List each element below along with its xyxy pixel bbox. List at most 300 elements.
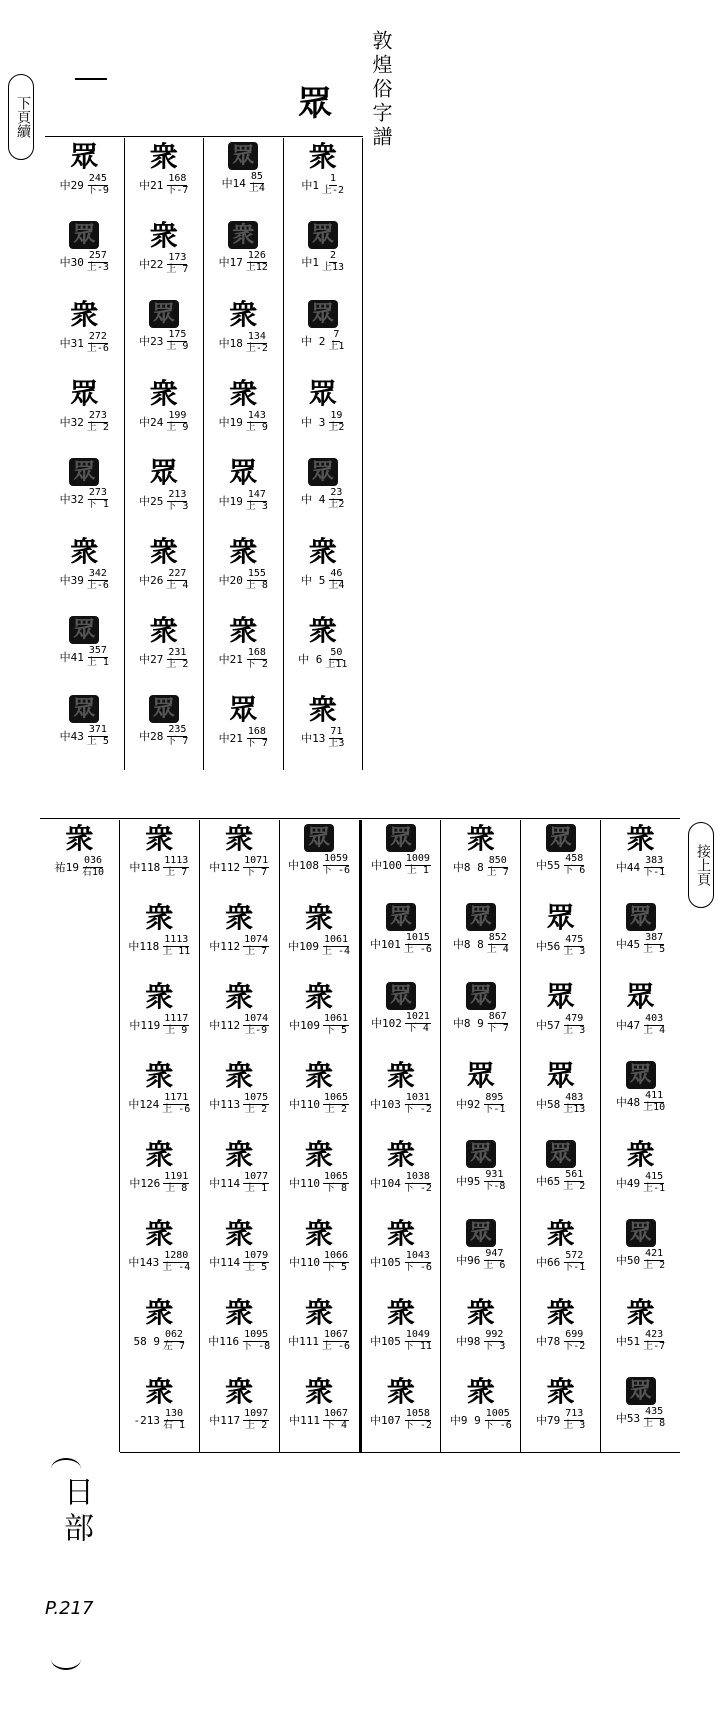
source-code: 中8 9 [452, 1017, 484, 1030]
source-code: 中108 [288, 859, 319, 872]
page-line-ref [487, 1012, 509, 1034]
line-position: 上11 [325, 658, 348, 670]
source-reference [370, 1409, 432, 1431]
page-number: 483 [565, 1092, 584, 1103]
source-reference [139, 569, 188, 591]
page-line-ref [483, 1249, 505, 1271]
glyph-variant [147, 458, 181, 488]
lower-table-bottom-rule [120, 1452, 680, 1453]
line-position: 上 -4 [321, 945, 351, 957]
glyph-variant [69, 616, 99, 644]
line-position: 上 9 [245, 421, 268, 433]
page-line-ref [643, 1249, 665, 1271]
page-line-ref [87, 725, 109, 747]
source-code: 中126 [129, 1177, 161, 1190]
source-code: 中45 [615, 938, 641, 951]
page-number: 992 [485, 1329, 504, 1340]
glyph-char: 衆 [145, 1059, 174, 1092]
page-number: 1280 [164, 1250, 189, 1261]
glyph-variant [624, 1140, 658, 1170]
page-line-ref [328, 488, 344, 510]
page-number: 71 [330, 726, 343, 737]
glyph-entry [45, 691, 124, 770]
source-code: 中114 [209, 1256, 241, 1269]
page-line-ref [405, 1012, 431, 1034]
page-number: 147 [247, 489, 266, 500]
glyph-variant [624, 824, 658, 854]
glyph-entry [284, 217, 363, 296]
source-code: 中112 [209, 861, 241, 874]
glyph-char: 衆 [70, 535, 99, 568]
source-reference [288, 935, 350, 957]
source-code: 中56 [536, 940, 561, 953]
lower-column [199, 820, 279, 1452]
glyph-char: 眾 [311, 459, 334, 485]
source-reference [129, 1172, 189, 1194]
glyph-variant [147, 537, 181, 567]
source-code: 中110 [289, 1177, 320, 1190]
glyph-entry [40, 1294, 119, 1373]
glyph-entry [40, 820, 119, 899]
glyph-variant [226, 379, 260, 409]
line-position: 上13 [563, 1103, 586, 1115]
page-number: 1009 [405, 853, 430, 864]
glyph-entry [521, 1136, 600, 1215]
source-code: 中1 [301, 179, 320, 192]
source-code: 58 9 [133, 1334, 161, 1348]
line-position: 上 3 [563, 1024, 586, 1036]
glyph-entry [120, 1136, 199, 1215]
glyph-entry [362, 1057, 441, 1136]
page-number: 383 [645, 855, 664, 866]
glyph-char: 衆 [386, 1296, 415, 1329]
source-reference [209, 1251, 269, 1273]
glyph-char: 衆 [308, 614, 337, 647]
glyph-entry [200, 978, 279, 1057]
page-number: 947 [485, 1248, 504, 1259]
page-number: 173 [168, 252, 187, 263]
source-reference [301, 251, 344, 273]
line-position: 下 -2 [403, 1103, 432, 1115]
glyph-entry [200, 1057, 279, 1136]
line-position: 上 2 [245, 1103, 268, 1115]
line-position: 上 2 [563, 1180, 586, 1192]
glyph-variant [302, 1061, 336, 1091]
page-line-ref [162, 935, 190, 957]
glyph-variant [308, 221, 338, 249]
glyph-char: 眾 [626, 980, 655, 1013]
source-code: 中21 [218, 653, 243, 666]
page-line-ref [243, 1409, 269, 1431]
line-position: 上4 [328, 579, 345, 591]
glyph-char: 衆 [225, 1138, 254, 1171]
glyph-entry [200, 1136, 279, 1215]
line-position: 上 8 [165, 1182, 188, 1194]
source-reference [456, 1249, 505, 1271]
source-code: 中1 [301, 256, 320, 269]
source-reference [301, 411, 344, 433]
line-position: 下 7 [245, 866, 268, 878]
glyph-entry [280, 899, 359, 978]
glyph-char: 衆 [546, 1375, 575, 1408]
page-line-ref [163, 856, 189, 878]
glyph-variant [546, 824, 576, 852]
glyph-char: 衆 [145, 1296, 174, 1329]
glyph-entry [280, 1215, 359, 1294]
source-reference [289, 1172, 349, 1194]
line-position: 下 -2 [403, 1182, 432, 1194]
page-line-ref [163, 1409, 185, 1431]
page-number: 1015 [405, 932, 430, 943]
page-number: 134 [247, 331, 266, 342]
glyph-char: 眾 [546, 901, 575, 934]
page-line-ref [87, 332, 109, 354]
page-line-ref [246, 251, 268, 273]
line-position: 上 2 [245, 1419, 268, 1431]
line-position: 上-2 [245, 342, 268, 354]
source-code: 中116 [208, 1335, 240, 1348]
page-number: 1061 [323, 1013, 349, 1024]
page-number: 168 [168, 173, 187, 184]
glyph-char: 衆 [65, 822, 94, 855]
glyph-variant [466, 903, 496, 931]
line-position: 上 5 [86, 735, 109, 747]
source-code: 中24 [139, 416, 164, 429]
glyph-char: 衆 [225, 1059, 254, 1092]
page-line-ref [322, 935, 350, 957]
glyph-entry [521, 899, 600, 978]
page-line-ref [162, 1093, 190, 1115]
page-line-ref [82, 856, 104, 878]
glyph-variant [544, 1219, 578, 1249]
glyph-char: 眾 [73, 222, 96, 248]
glyph-char: 眾 [73, 617, 96, 643]
handwritten-note [45, 1458, 94, 1668]
page-number: 1049 [405, 1329, 430, 1340]
line-position: 上 5 [245, 1261, 268, 1273]
source-code: 中96 [456, 1254, 481, 1267]
page-number: 415 [645, 1171, 664, 1182]
source-reference [289, 1409, 349, 1431]
line-position: 上 3 [563, 945, 586, 957]
glyph-variant [69, 458, 99, 486]
page-number: 245 [88, 173, 107, 184]
source-code: 中102 [370, 1017, 402, 1030]
source-reference [616, 1014, 665, 1036]
glyph-entry [362, 1136, 441, 1215]
glyph-char: 衆 [546, 1217, 575, 1250]
line-position: 上-6 [86, 342, 109, 354]
line-position: 上 7 [166, 263, 189, 275]
page-number: 1031 [405, 1092, 430, 1103]
source-code: 中66 [536, 1256, 561, 1269]
source-reference [301, 488, 344, 510]
page-line-ref [87, 569, 109, 591]
glyph-entry [45, 533, 124, 612]
glyph-entry [601, 820, 680, 899]
page-line-ref [246, 648, 268, 670]
glyph-char: 衆 [305, 901, 334, 934]
glyph-variant [69, 221, 99, 249]
glyph-entry [441, 1373, 520, 1452]
upper-column [283, 138, 364, 770]
line-position: 下 -6 [321, 864, 351, 876]
page-line-ref [563, 854, 585, 876]
source-reference [301, 174, 344, 196]
glyph-char: 衆 [229, 535, 258, 568]
page-line-ref [563, 1093, 585, 1115]
page-line-ref [643, 1330, 665, 1352]
source-reference [128, 1251, 190, 1273]
page-line-ref [328, 411, 344, 433]
glyph-char: 眾 [70, 140, 99, 173]
glyph-variant [226, 616, 260, 646]
page-line-ref [404, 933, 432, 955]
glyph-entry [204, 612, 283, 691]
page-number: 1077 [244, 1171, 269, 1182]
source-code: 中27 [139, 653, 164, 666]
line-position: 右 1 [163, 1419, 186, 1431]
line-position: 上 3 [245, 500, 268, 512]
glyph-char: 眾 [389, 904, 412, 930]
source-code: 中30 [59, 256, 84, 269]
glyph-variant [308, 458, 338, 486]
source-code: 中26 [139, 574, 164, 587]
glyph-entry [280, 1057, 359, 1136]
line-position: 上 7 [245, 945, 268, 957]
page-number: 1061 [323, 934, 349, 945]
source-code: 中113 [209, 1098, 241, 1111]
glyph-entry [125, 296, 204, 375]
page-number: 931 [485, 1169, 504, 1180]
page-number: 126 [247, 250, 266, 261]
source-code: 中78 [536, 1335, 561, 1348]
glyph-variant [226, 695, 260, 725]
page-line-ref [323, 1093, 349, 1115]
source-reference [139, 411, 188, 433]
glyph-variant [142, 1377, 176, 1407]
glyph-variant [142, 1298, 176, 1328]
glyph-entry [45, 612, 124, 691]
source-reference [371, 854, 431, 876]
glyph-char: 衆 [225, 1296, 254, 1329]
source-code: 中32 [59, 416, 84, 429]
glyph-entry [284, 138, 363, 217]
glyph-entry [204, 375, 283, 454]
glyph-variant [302, 1377, 336, 1407]
page-number: 1065 [323, 1092, 349, 1103]
glyph-entry [284, 533, 363, 612]
note-page-number: P.217 [45, 1598, 94, 1619]
line-position: 上-6 [86, 579, 109, 591]
glyph-char: 衆 [626, 1296, 655, 1329]
line-position: 下 8 [324, 1182, 348, 1194]
source-reference [219, 569, 268, 591]
glyph-char: 衆 [149, 140, 178, 173]
source-reference [289, 1251, 349, 1273]
source-reference [209, 1093, 269, 1115]
glyph-entry [601, 1294, 680, 1373]
glyph-char: 衆 [546, 1296, 575, 1329]
glyph-variant [306, 379, 340, 409]
glyph-variant [384, 1377, 418, 1407]
page-line-ref [166, 253, 188, 275]
page-number: 1066 [323, 1250, 349, 1261]
page-line-ref [563, 1170, 585, 1192]
glyph-variant [222, 1061, 256, 1091]
source-code: 中20 [218, 574, 243, 587]
source-code: 中110 [289, 1256, 320, 1269]
source-reference [616, 1172, 665, 1194]
source-code: 中79 [536, 1414, 561, 1427]
source-reference [616, 1091, 665, 1113]
glyph-char: 眾 [466, 1059, 495, 1092]
source-reference [219, 251, 268, 273]
page-line-ref [563, 1409, 585, 1431]
glyph-variant [62, 824, 96, 854]
page-number: 272 [88, 331, 107, 342]
source-code: 中104 [369, 1177, 401, 1190]
source-reference [209, 1014, 269, 1036]
glyph-variant [142, 1061, 176, 1091]
line-position: 上-9 [245, 1024, 268, 1036]
line-position: 上 4 [486, 943, 509, 955]
glyph-char: 衆 [145, 980, 174, 1013]
page-line-ref [166, 569, 188, 591]
glyph-variant [302, 1219, 336, 1249]
glyph-char: 衆 [386, 1138, 415, 1171]
line-position: 上 1 [406, 864, 429, 876]
glyph-entry [125, 612, 204, 691]
upper-column [45, 138, 124, 770]
glyph-entry [521, 1373, 600, 1452]
glyph-char: 衆 [308, 693, 337, 726]
page-line-ref [87, 646, 109, 668]
source-code: 中22 [139, 258, 164, 271]
page-line-ref [163, 1014, 189, 1036]
glyph-variant [222, 1140, 256, 1170]
source-code: 中29 [59, 179, 84, 192]
glyph-char: 衆 [70, 298, 99, 331]
glyph-entry [200, 899, 279, 978]
glyph-char: 衆 [232, 222, 255, 248]
glyph-char: 眾 [73, 459, 96, 485]
source-code: 中58 [536, 1098, 561, 1111]
source-reference [536, 1170, 585, 1192]
page-line-ref [404, 1172, 432, 1194]
glyph-char: 衆 [305, 1217, 334, 1250]
page-number: 475 [565, 934, 584, 945]
glyph-entry [441, 1136, 520, 1215]
glyph-entry [45, 375, 124, 454]
glyph-entry [120, 899, 199, 978]
page-line-ref [246, 727, 268, 749]
page-number: 403 [645, 1013, 664, 1024]
page-line-ref [404, 1409, 432, 1431]
source-code: 中14 [221, 177, 246, 190]
glyph-entry [200, 1373, 279, 1452]
glyph-entry [284, 296, 363, 375]
page-number: 713 [565, 1408, 584, 1419]
line-position: 上 5 [643, 943, 666, 955]
glyph-char: 衆 [229, 377, 258, 410]
glyph-entry [40, 1215, 119, 1294]
page-number: 1075 [244, 1092, 269, 1103]
glyph-entry [125, 691, 204, 770]
upper-column [124, 138, 204, 770]
page-line-ref [328, 569, 344, 591]
line-position: 下 11 [403, 1340, 432, 1352]
glyph-char: 衆 [145, 1375, 174, 1408]
page-line-ref [166, 490, 188, 512]
continued-next-page-label: 下頁續 [8, 74, 34, 160]
line-position: 下 -8 [242, 1340, 271, 1352]
source-code: 中19 [218, 495, 243, 508]
glyph-char: 眾 [308, 825, 331, 851]
glyph-entry [441, 1215, 520, 1294]
glyph-char: 衆 [225, 901, 254, 934]
source-code: 中109 [288, 940, 319, 953]
source-code: 中119 [129, 1019, 161, 1032]
line-position: 下 7 [166, 735, 189, 747]
glyph-entry [280, 1136, 359, 1215]
page-line-ref [643, 1091, 665, 1113]
page-line-ref [166, 725, 188, 747]
line-position: 上 3 [563, 1419, 586, 1431]
page-line-ref [487, 933, 509, 955]
glyph-char: 眾 [311, 222, 334, 248]
glyph-entry [200, 1215, 279, 1294]
source-code: 中21 [218, 732, 243, 745]
page-line-ref [643, 856, 665, 878]
lower-table-top-rule [40, 818, 680, 819]
glyph-variant [147, 616, 181, 646]
page-line-ref [243, 1093, 269, 1115]
source-reference [60, 488, 109, 510]
glyph-char: 衆 [225, 1375, 254, 1408]
page-line-ref [643, 1172, 665, 1194]
line-position: 上12 [245, 261, 268, 273]
source-reference [139, 253, 188, 275]
glyph-char: 衆 [145, 1217, 174, 1250]
line-position: 上13 [322, 261, 345, 273]
page-line-ref [246, 332, 268, 354]
source-reference [370, 1251, 432, 1273]
line-position: 上 7 [486, 866, 509, 878]
source-code: 中13 [301, 732, 326, 745]
glyph-variant [142, 1140, 176, 1170]
glyph-entry [40, 1136, 119, 1215]
glyph-variant [222, 982, 256, 1012]
glyph-variant [306, 537, 340, 567]
page-line-ref [643, 933, 665, 955]
glyph-char: 眾 [629, 1062, 652, 1088]
source-reference [128, 1093, 190, 1115]
page-number: 1097 [244, 1408, 269, 1419]
glyph-variant [302, 903, 336, 933]
source-reference [209, 856, 269, 878]
source-reference [370, 1330, 432, 1352]
page-line-ref [322, 174, 344, 196]
source-reference [219, 727, 268, 749]
glyph-char: 眾 [152, 696, 175, 722]
page-number: 1113 [164, 855, 189, 866]
source-reference [536, 1409, 585, 1431]
glyph-variant [142, 982, 176, 1012]
glyph-entry [441, 820, 520, 899]
source-reference [209, 935, 269, 957]
line-position: 下 4 [324, 1419, 348, 1431]
